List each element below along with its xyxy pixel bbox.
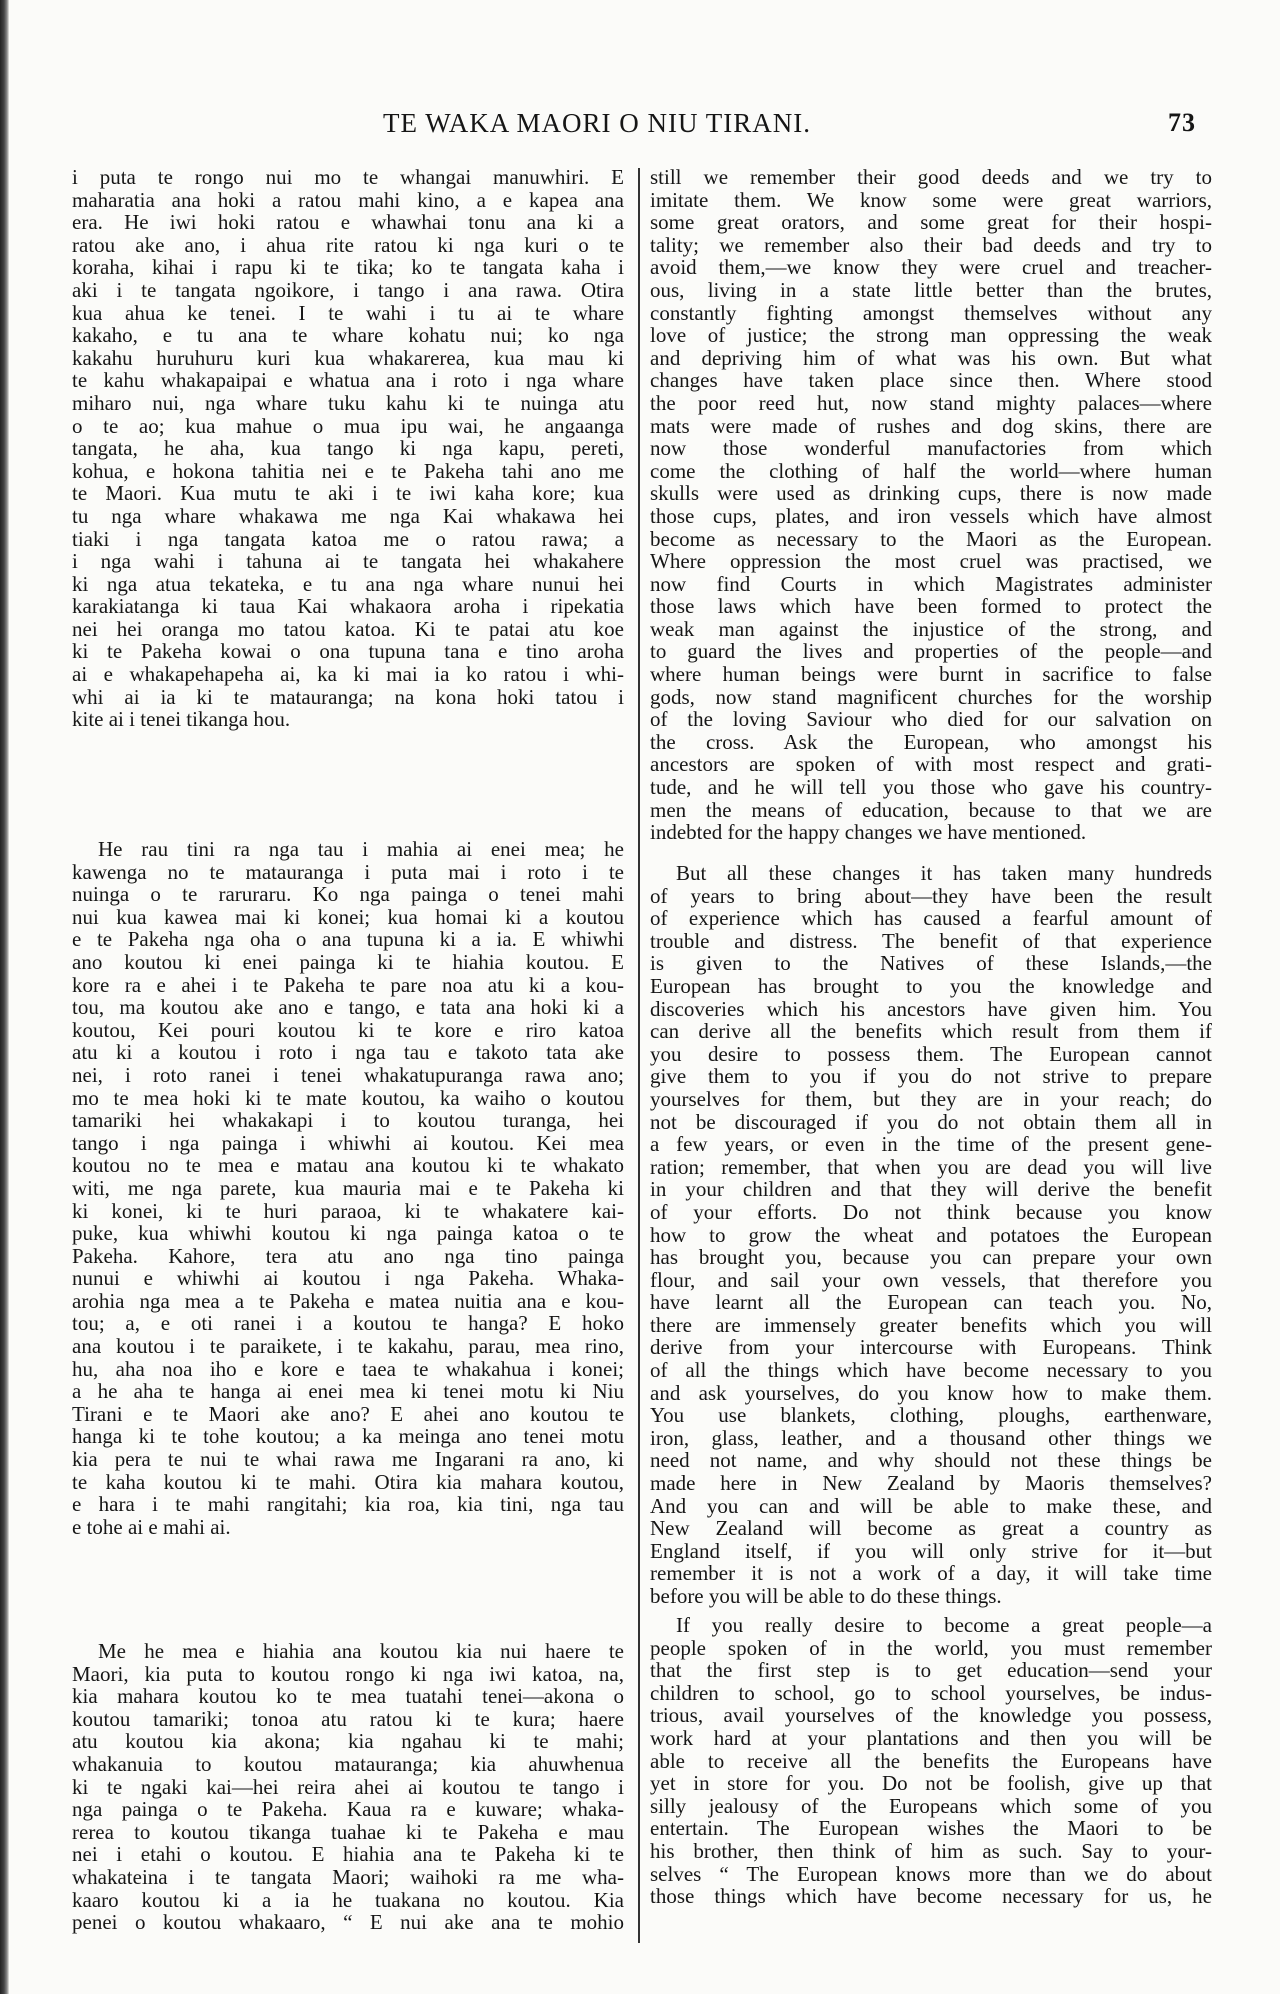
text-line: constantly fighting amongst themselves without any (650, 300, 1212, 325)
column-divider (638, 168, 640, 1943)
text-line: kohua, e hokona tahitia nei e te Pakeha tahi ano me (72, 458, 624, 483)
text-line: ki te Pakeha kowai o ona tupuna tana e tino aroha (72, 639, 624, 664)
text-line: kore ra e ahei i te Pakeha te pare noa atu ki a kou- (72, 972, 624, 997)
text-line: is given to the Natives of these Islands,—the (650, 951, 1212, 976)
maori-paragraph-1 (72, 166, 624, 731)
english-paragraph-3 (650, 1614, 1212, 1908)
text-line: can derive all the benefits which result from them if (650, 1019, 1212, 1044)
text-line: kua ahua ke tenei. I te wahi i tu ai te whare (72, 300, 624, 325)
text-line: where human beings were burnt in sacrifice to false (650, 662, 1212, 687)
text-line: tango i nga painga i whiwhi ai koutou. Kei mea (72, 1130, 624, 1155)
text-line: karakiatanga ki taua Kai whakaora aroha i ripekatia (72, 594, 624, 619)
text-line: kia pera te nui te whai rawa me Ingarani ra ano, ki (72, 1447, 624, 1472)
text-line: ana koutou i te paraikete, i te kakahu, parau, mea rino, (72, 1334, 624, 1359)
text-line: atu ki a koutou i roto i nga tau e takoto tata ake (72, 1040, 624, 1065)
text-line: rerea to koutou tikanga tuahae ki te Pakeha e mau (72, 1819, 624, 1844)
text-line: ki konei, ki te huri paraoa, ki te whakatere kai- (72, 1198, 624, 1223)
text-line: before you will be able to do these things. (650, 1584, 1002, 1608)
text-line: penei o koutou whakaaro, “ E nui ake ana te mohio (72, 1910, 624, 1935)
text-line: ai e whakapehapeha ai, ka ki mai ia ko ratou i whi- (72, 662, 624, 687)
text-line: a he aha te hanga ai enei mea ki tenei motu ki Niu (72, 1379, 624, 1404)
text-line: remember it is not a work of a day, it will take time (650, 1561, 1212, 1586)
text-line: miharo nui, nga whare tuku kahu ki te nuinga atu (72, 390, 624, 415)
text-line: puke, kua whiwhi koutou ki nga painga katoa o te (72, 1221, 624, 1246)
text-line: nui kua kawea mai ki konei; kua homai ki a koutou (72, 904, 624, 929)
text-line: ration; remember, that when you are dead you will live (650, 1154, 1212, 1179)
text-line: kia mahara koutou ko te mea tuatahi tenei—akona o (72, 1684, 624, 1709)
text-line: mats were made of rushes and dog skins, there are (650, 413, 1212, 438)
text-line: nunui e whiwhi ai koutou i nga Pakeha. Whaka- (72, 1266, 624, 1291)
text-line: New Zealand will become as great a country as (650, 1516, 1212, 1541)
text-line: witi, me nga parete, kua mauria mai e te Pakeha ki (72, 1175, 624, 1200)
text-line: now those wonderful manufactories from which (650, 436, 1212, 461)
text-line: hanga ki te tohe koutou; a ka meinga ano tenei motu (72, 1424, 624, 1449)
text-line: ki nga atua tekateka, e tu ana nga whare nunui hei (72, 571, 624, 596)
text-line: made here in New Zealand by Maoris themselves? (650, 1471, 1212, 1496)
text-line: of your efforts. Do not think because you know (650, 1199, 1212, 1224)
text-line: become as necessary to the Maori as the European. (650, 526, 1212, 551)
text-line: You use blankets, clothing, ploughs, earthenware, (650, 1403, 1212, 1428)
text-line: i nga wahi i tahuna ai te tangata hei whakahere (72, 549, 624, 574)
text-line: Maori, kia puta to koutou rongo ki nga iwi katoa, na, (72, 1661, 624, 1686)
text-line: you desire to possess them. The European cannot (650, 1041, 1212, 1066)
text-line: still we remember their good deeds and we try to (650, 165, 1212, 189)
text-line: ous, living in a state little better than the brutes, (650, 277, 1212, 302)
text-line: He rau tini ra nga tau i mahia ai enei mea; he (98, 837, 624, 861)
text-line: e hara i te mahi rangitahi; kia roa, kia tini, nga tau (72, 1492, 624, 1517)
text-line: Tirani e te Maori ake ano? E ahei ano koutou te (72, 1401, 624, 1426)
text-line: tiaki i nga tangata katoa me o ratou rawa; a (72, 526, 624, 551)
text-line: hu, aha noa iho e kore e taea te whakahua i konei; (72, 1356, 624, 1381)
text-line: te kaha koutou ki te mahi. Otira kia mahara koutou, (72, 1469, 624, 1494)
text-line: now find Courts in which Magistrates administer (650, 571, 1212, 596)
text-line: weak man against the injustice of the strong, and (650, 616, 1212, 641)
text-line: and ask yourselves, do you know how to make them. (650, 1380, 1212, 1405)
text-line: people spoken of in the world, you must remember (650, 1635, 1212, 1660)
text-line: those laws which have been formed to protect the (650, 594, 1212, 619)
text-line: come the clothing of half the world—where human (650, 458, 1212, 483)
maori-paragraph-2 (72, 838, 624, 1538)
text-line: those cups, plates, and iron vessels which have almost (650, 503, 1212, 528)
text-line: aki i te tangata ngoikore, i tango i ana rawa. Otira (72, 277, 624, 302)
text-line: Where oppression the most cruel was practised, we (650, 549, 1212, 574)
text-line: love of justice; the strong man oppressing the weak (650, 323, 1212, 348)
text-line: iron, glass, leather, and a thousand other things we (650, 1425, 1212, 1450)
text-line: whi ai ia ki te matauranga; na kona hoki tatou i (72, 684, 624, 709)
text-line: te kahu whakapaipai e whatua ana i roto i nga whare (72, 368, 624, 393)
text-line: discoveries which his ancestors have given him. You (650, 996, 1212, 1021)
text-line: tangata, he aha, kua tango ki nga kapu, pereti, (72, 436, 624, 461)
text-line: nei i etahi o koutou. E hiahia ana te Pakeha ki te (72, 1842, 624, 1867)
text-line: era. He iwi hoki ratou e whawhai tonu ana ki a (72, 210, 624, 235)
text-line: koutou tamariki; tonoa atu ratou ki te kura; haere (72, 1706, 624, 1731)
text-line: And you can and will be able to make these, and (650, 1493, 1212, 1518)
text-line: there are immensely greater benefits which you will (650, 1312, 1212, 1337)
text-line: kaaro koutou ki a ia he tuakana no koutou. Kia (72, 1887, 624, 1912)
text-line: of all the things which have become necessary to you (650, 1358, 1212, 1383)
text-line: nuinga o te raruraru. Ko nga painga o tenei mahi (72, 882, 624, 907)
text-line: ratou ake ano, i ahua rite ratou ki nga kuri o te (72, 232, 624, 257)
english-paragraph-1 (650, 166, 1212, 844)
text-line: maharatia ana hoki a ratou mahi kino, a e kapea ana (72, 187, 624, 212)
text-line: the poor reed hut, now stand mighty palaces—where (650, 390, 1212, 415)
text-line: of years to bring about—they have been the result (650, 883, 1212, 908)
text-line: some great orators, and some great for their hospi- (650, 210, 1212, 235)
text-line: te Maori. Kua mutu te aki i te iwi kaha kore; kua (72, 481, 624, 506)
text-line: European has brought to you the knowledge and (650, 973, 1212, 998)
text-line: imitate them. We know some were great warriors, (650, 187, 1212, 212)
text-line: koraha, kihai i rapu ki te tika; ko te tangata kaha i (72, 255, 624, 280)
text-line: gods, now stand magnificent churches for the worship (650, 684, 1212, 709)
page-number: 73 (1168, 108, 1196, 137)
english-paragraph-2 (650, 862, 1212, 1608)
maori-paragraph-3 (72, 1640, 624, 1934)
text-line: atu koutou kia akona; kia ngahau ki te mahi; (72, 1729, 624, 1754)
text-line: whakateina i te tangata Maori; waihoki ra me wha- (72, 1864, 624, 1889)
text-line: tamariki hei whakakapi i to koutou turanga, hei (72, 1108, 624, 1133)
text-line: o te ao; kua mahue o mua ipu wai, he angaanga (72, 413, 624, 438)
text-line: yet in store for you. Do not be foolish, give up that (650, 1771, 1212, 1796)
text-line: able to receive all the benefits the Europeans have (650, 1748, 1212, 1773)
text-line: have learnt all the European can teach you. No, (650, 1290, 1212, 1315)
text-line: koutou, Kei pouri koutou ki te kore e riro katoa (72, 1017, 624, 1042)
text-line: indebted for the happy changes we have mentioned. (650, 820, 1087, 845)
text-line: yourselves for them, but they are in your reach; do (650, 1086, 1212, 1111)
text-line: work hard at your plantations and then you will be (650, 1725, 1212, 1750)
text-line: how to grow the wheat and potatoes the European (650, 1222, 1212, 1247)
text-line: not be discouraged if you do not obtain them all in (650, 1109, 1212, 1134)
text-line: kite ai i tenei tikanga hou. (72, 707, 291, 732)
text-line: ano koutou ki enei painga ki te hiahia koutou. E (72, 949, 624, 974)
text-line: and depriving him of what was his own. But what (650, 345, 1212, 370)
text-line: nei, i roto ranei i tenei whakatupuranga rawa ano; (72, 1062, 624, 1087)
text-line: skulls were used as drinking cups, there is now made (650, 481, 1212, 506)
text-line: ancestors are spoken of with most respect and grati- (650, 752, 1212, 777)
text-line: trouble and distress. The benefit of that experience (650, 928, 1212, 953)
text-line: men the means of education, because to that we are (650, 797, 1212, 822)
text-line: But all these changes it has taken many hundreds (676, 861, 1212, 885)
text-line: of the loving Saviour who died for our salvation on (650, 707, 1212, 732)
text-line: children to school, go to school yourselves, be indus- (650, 1680, 1212, 1705)
text-line: kakaho, e tu ana te whare kohatu nui; ko nga (72, 323, 624, 348)
text-line: changes have taken place since then. Where stood (650, 368, 1212, 393)
publication-title: TE WAKA MAORI O NIU TIRANI. (383, 108, 811, 138)
text-line: derive from your intercourse with Europeans. Think (650, 1335, 1212, 1360)
text-line: flour, and sail your own vessels, that therefore you (650, 1267, 1212, 1292)
text-line: tou; a, e oti ranei i a koutou te hanga? E hoko (72, 1311, 624, 1336)
page-binding-edge (0, 0, 9, 1994)
text-line: Me he mea e hiahia ana koutou kia nui haere te (98, 1639, 624, 1663)
text-line: silly jealousy of the Europeans which some of you (650, 1793, 1212, 1818)
text-line: If you really desire to become a great people—a (676, 1613, 1212, 1637)
text-line: arohia nga mea a te Pakeha e matea nuitia ana e kou- (72, 1288, 624, 1313)
text-line: give them to you if you do not strive to prepare (650, 1064, 1212, 1089)
text-line: England itself, if you will only strive for it—but (650, 1538, 1212, 1563)
text-line: tou, ma koutou ake ano e tango, e tata ana hoki ki a (72, 995, 624, 1020)
text-line: that the first step is to get education—send your (650, 1658, 1212, 1683)
text-line: tude, and he will tell you those who gave his country- (650, 775, 1212, 800)
text-line: entertain. The European wishes the Maori to be (650, 1816, 1212, 1841)
text-line: a few years, or even in the time of the present gene- (650, 1132, 1212, 1157)
text-line: tality; we remember also their bad deeds and try to (650, 232, 1212, 257)
text-line: of experience which has caused a fearful amount of (650, 906, 1212, 931)
text-line: to guard the lives and properties of the people—and (650, 639, 1212, 664)
text-line: avoid them,—we know they were cruel and treacher- (650, 255, 1212, 280)
text-line: Pakeha. Kahore, tera atu ano nga tino painga (72, 1243, 624, 1268)
text-line: koutou no te mea e matau ana koutou ki te whakato (72, 1153, 624, 1178)
text-line: his brother, then think of him as such. Say to your- (650, 1838, 1212, 1863)
text-line: selves “ The European knows more than we do about (650, 1861, 1212, 1886)
text-line: has brought you, because you can prepare your own (650, 1245, 1212, 1270)
text-line: e te Pakeha nga oha o ana tupuna ki a ia. E whiwhi (72, 927, 624, 952)
text-line: i puta te rongo nui mo te whangai manuwhiri. E (72, 165, 624, 189)
text-line: the cross. Ask the European, who amongst his (650, 729, 1212, 754)
text-line: need not name, and why should not these things be (650, 1448, 1212, 1473)
text-line: tu nga whare whakawa me nga Kai whakawa hei (72, 503, 624, 528)
text-line: kakahu huruhuru kuri kua whakarerea, kua mau ki (72, 345, 624, 370)
text-line: whakanuia to koutou matauranga; kia ahuwhenua (72, 1751, 624, 1776)
text-line: mo te mea hoki ki te mate koutou, ka waiho o koutou (72, 1085, 624, 1110)
text-line: nga painga o te Pakeha. Kaua ra e kuware; whaka- (72, 1797, 624, 1822)
text-line: in your children and that they will derive the benefit (650, 1177, 1212, 1202)
text-line: ki te ngaki kai—hei reira ahei ai koutou te tango i (72, 1774, 624, 1799)
text-line: trious, avail yourselves of the knowledge you possess, (650, 1703, 1212, 1728)
text-line: those things which have become necessary for us, he (650, 1884, 1212, 1909)
text-line: kawenga no te matauranga i puta mai i roto i te (72, 859, 624, 884)
text-line: nei hei oranga mo tatou katoa. Ki te patai atu koe (72, 616, 624, 641)
text-line: e tohe ai e mahi ai. (72, 1514, 231, 1539)
